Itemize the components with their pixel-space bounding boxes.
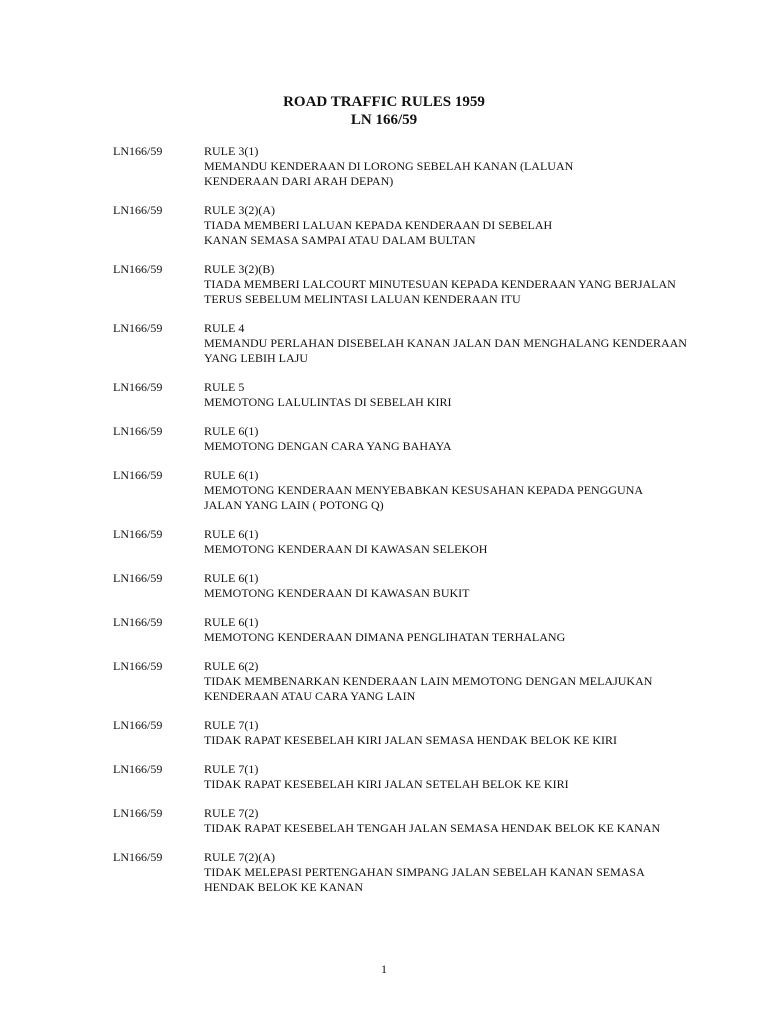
rule-body xyxy=(204,806,724,836)
rule-reference: LN166/59 xyxy=(113,850,163,864)
rule-number: RULE 5 xyxy=(204,380,245,394)
rule-entry xyxy=(0,615,768,645)
rule-description-line: TIDAK MELEPASI PERTENGAHAN SIMPANG JALAN SEBELAH KANAN SEMASA xyxy=(204,865,645,879)
rule-reference: LN166/59 xyxy=(113,144,163,158)
rule-description-line: TIADA MEMBERI LALUAN KEPADA KENDERAAN DI SEBELAH xyxy=(204,218,553,232)
rule-body xyxy=(204,659,724,704)
rule-number: RULE 7(2)(A) xyxy=(204,850,275,864)
rule-description-line: TIDAK RAPAT KESEBELAH TENGAH JALAN SEMASA HENDAK BELOK KE KANAN xyxy=(204,821,661,835)
rule-description-line: KENDERAAN DARI ARAH DEPAN) xyxy=(204,174,394,188)
rule-description-line: MEMOTONG KENDERAAN DIMANA PENGLIHATAN TERHALANG xyxy=(204,630,566,644)
rule-body xyxy=(204,718,724,748)
rule-reference: LN166/59 xyxy=(113,762,163,776)
rule-body xyxy=(204,527,724,557)
rule-number: RULE 7(2) xyxy=(204,806,259,820)
rule-number: RULE 6(1) xyxy=(204,527,259,541)
rule-body xyxy=(204,321,724,366)
rule-description-line: TIDAK RAPAT KESEBELAH KIRI JALAN SEMASA HENDAK BELOK KE KIRI xyxy=(204,733,618,747)
rule-reference: LN166/59 xyxy=(113,615,163,629)
rule-reference: LN166/59 xyxy=(113,468,163,482)
rule-description-line: MEMOTONG DENGAN CARA YANG BAHAYA xyxy=(204,439,452,453)
rule-number: RULE 6(1) xyxy=(204,468,259,482)
rule-number: RULE 6(1) xyxy=(204,571,259,585)
rules-list xyxy=(0,144,768,909)
rule-description-line: HENDAK BELOK KE KANAN xyxy=(204,880,363,894)
rule-entry xyxy=(0,144,768,189)
rule-entry xyxy=(0,424,768,454)
rule-number: RULE 4 xyxy=(204,321,245,335)
rule-entry xyxy=(0,321,768,366)
title-line-2: LN 166/59 xyxy=(350,112,418,128)
rule-description-line: YANG LEBIH LAJU xyxy=(204,351,308,365)
rule-body xyxy=(204,144,724,189)
rule-description-line: MEMANDU PERLAHAN DISEBELAH KANAN JALAN DAN MENGHALANG KENDERAAN xyxy=(204,336,687,350)
page-number: 1 xyxy=(381,962,387,976)
rule-number: RULE 6(1) xyxy=(204,424,259,438)
rule-description-line: TIADA MEMBERI LALCOURT MINUTESUAN KEPADA KENDERAAN YANG BERJALAN xyxy=(204,277,676,291)
rule-entry xyxy=(0,203,768,248)
rule-reference: LN166/59 xyxy=(113,262,163,276)
rule-description-line: MEMOTONG KENDERAAN MENYEBABKAN KESUSAHAN KEPADA PENGGUNA xyxy=(204,483,644,497)
rule-body xyxy=(204,615,724,645)
rule-reference: LN166/59 xyxy=(113,571,163,585)
rule-reference: LN166/59 xyxy=(113,203,163,217)
rule-reference: LN166/59 xyxy=(113,424,163,438)
rule-body xyxy=(204,262,724,307)
rule-entry xyxy=(0,527,768,557)
rule-description-line: JALAN YANG LAIN ( POTONG Q) xyxy=(204,498,384,512)
rule-description-line: TERUS SEBELUM MELINTASI LALUAN KENDERAAN ITU xyxy=(204,292,521,306)
document-title xyxy=(0,93,768,129)
rule-body xyxy=(204,762,724,792)
rule-reference: LN166/59 xyxy=(113,659,163,673)
rule-entry xyxy=(0,850,768,895)
rule-body xyxy=(204,203,724,248)
rule-description-line: TIDAK RAPAT KESEBELAH KIRI JALAN SETELAH BELOK KE KIRI xyxy=(204,777,569,791)
rule-entry xyxy=(0,571,768,601)
rule-body xyxy=(204,424,724,454)
rule-description-line: MEMOTONG KENDERAAN DI KAWASAN BUKIT xyxy=(204,586,470,600)
rule-reference: LN166/59 xyxy=(113,527,163,541)
rule-body xyxy=(204,850,724,895)
rule-description-line: MEMANDU KENDERAAN DI LORONG SEBELAH KANAN (LALUAN xyxy=(204,159,574,173)
rule-number: RULE 3(2)(A) xyxy=(204,203,275,217)
rule-reference: LN166/59 xyxy=(113,718,163,732)
rule-entry xyxy=(0,380,768,410)
rule-entry xyxy=(0,718,768,748)
rule-reference: LN166/59 xyxy=(113,806,163,820)
rule-description-line: KENDERAAN ATAU CARA YANG LAIN xyxy=(204,689,416,703)
rule-reference: LN166/59 xyxy=(113,380,163,394)
rule-description-line: KANAN SEMASA SAMPAI ATAU DALAM BULTAN xyxy=(204,233,476,247)
rule-body xyxy=(204,380,724,410)
rule-entry xyxy=(0,806,768,836)
rule-number: RULE 6(2) xyxy=(204,659,259,673)
rule-description-line: MEMOTONG LALULINTAS DI SEBELAH KIRI xyxy=(204,395,452,409)
rule-body xyxy=(204,571,724,601)
rule-number: RULE 7(1) xyxy=(204,718,259,732)
rule-entry xyxy=(0,762,768,792)
rule-body xyxy=(204,468,724,513)
title-line-1: ROAD TRAFFIC RULES 1959 xyxy=(283,94,485,110)
rule-description-line: TIDAK MEMBENARKAN KENDERAAN LAIN MEMOTONG DENGAN MELAJUKAN xyxy=(204,674,653,688)
rule-number: RULE 7(1) xyxy=(204,762,259,776)
rule-number: RULE 3(1) xyxy=(204,144,259,158)
rule-entry xyxy=(0,262,768,307)
rule-number: RULE 3(2)(B) xyxy=(204,262,275,276)
rule-entry xyxy=(0,468,768,513)
rule-entry xyxy=(0,659,768,704)
rule-number: RULE 6(1) xyxy=(204,615,259,629)
rule-reference: LN166/59 xyxy=(113,321,163,335)
rule-description-line: MEMOTONG KENDERAAN DI KAWASAN SELEKOH xyxy=(204,542,488,556)
